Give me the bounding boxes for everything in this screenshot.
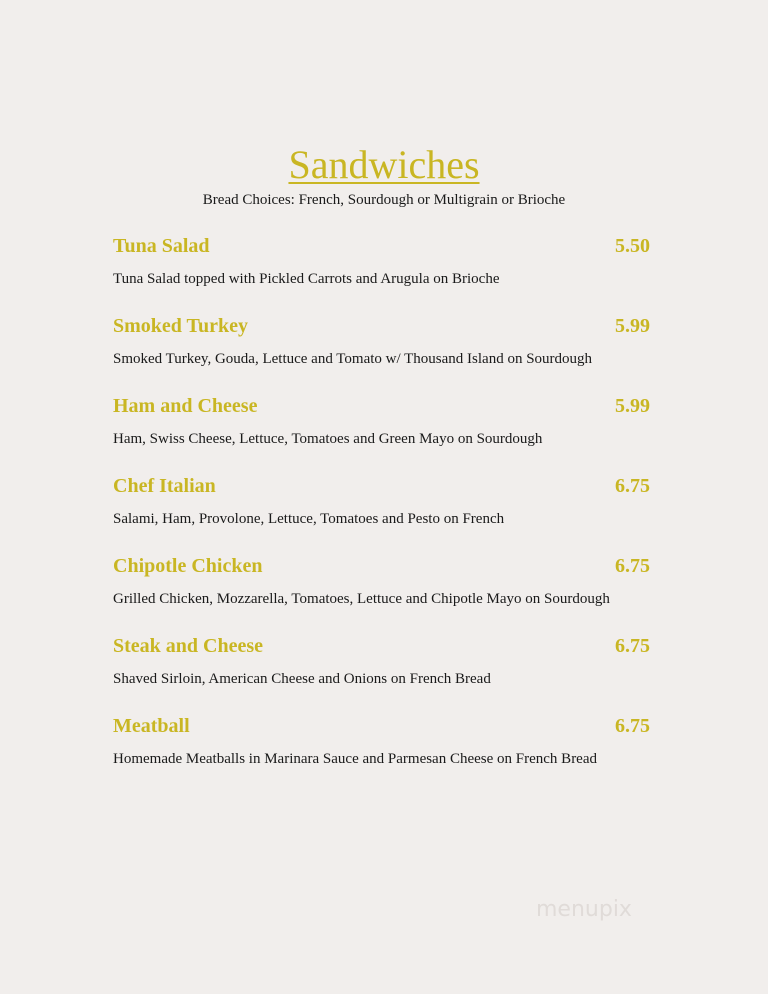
item-name: Steak and Cheese bbox=[113, 635, 264, 657]
item-name: Meatball bbox=[113, 715, 190, 737]
item-description: Ham, Swiss Cheese, Lettuce, Tomatoes and Green Mayo on Sourdough bbox=[113, 431, 543, 447]
menu-list bbox=[113, 232, 653, 792]
bread-choices-subtitle: Bread Choices: French, Sourdough or Multigrain or Brioche bbox=[202, 192, 566, 208]
item-name: Chef Italian bbox=[113, 475, 216, 497]
menu-item-smoked-turkey bbox=[113, 312, 653, 392]
menu-item-chipotle-chicken bbox=[113, 552, 653, 632]
item-price: 6.75 bbox=[615, 475, 650, 497]
menu-item-chef-italian bbox=[113, 472, 653, 552]
menu-item-tuna-salad bbox=[113, 232, 653, 312]
menu-item-meatball bbox=[113, 712, 653, 792]
item-price: 6.75 bbox=[615, 635, 650, 657]
page-title: Sandwiches bbox=[288, 142, 480, 187]
item-description: Smoked Turkey, Gouda, Lettuce and Tomato w/ Thousand Island on Sourdough bbox=[113, 351, 593, 367]
menu-item-ham-and-cheese bbox=[113, 392, 653, 472]
item-description: Salami, Ham, Provolone, Lettuce, Tomatoes and Pesto on French bbox=[113, 511, 505, 527]
item-description: Homemade Meatballs in Marinara Sauce and Parmesan Cheese on French Bread bbox=[113, 751, 597, 767]
item-description: Shaved Sirloin, American Cheese and Onions on French Bread bbox=[113, 671, 491, 687]
item-description: Grilled Chicken, Mozzarella, Tomatoes, Lettuce and Chipotle Mayo on Sourdough bbox=[113, 591, 610, 607]
item-price: 6.75 bbox=[615, 555, 650, 577]
item-price: 5.50 bbox=[615, 235, 650, 257]
item-name: Smoked Turkey bbox=[113, 315, 249, 337]
item-price: 5.99 bbox=[615, 315, 650, 337]
item-name: Ham and Cheese bbox=[113, 395, 258, 417]
item-price: 5.99 bbox=[615, 395, 650, 417]
item-name: Tuna Salad bbox=[113, 235, 210, 257]
item-name: Chipotle Chicken bbox=[113, 555, 263, 577]
menu-item-steak-and-cheese bbox=[113, 632, 653, 712]
item-price: 6.75 bbox=[615, 715, 650, 737]
item-description: Tuna Salad topped with Pickled Carrots and Arugula on Brioche bbox=[113, 271, 500, 287]
menupix-watermark: menupix bbox=[536, 897, 632, 922]
